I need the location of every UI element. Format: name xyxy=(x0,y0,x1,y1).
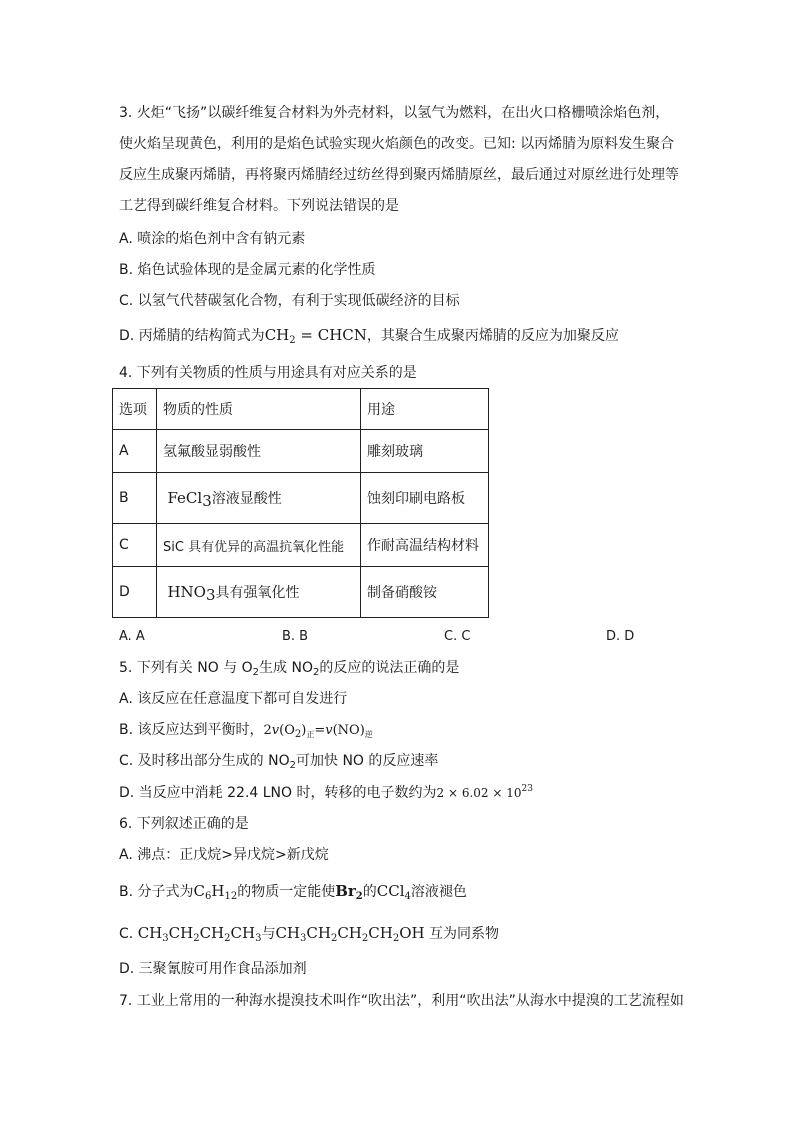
table-row xyxy=(113,430,489,473)
q5-option-c: C. 及时移出部分生成的 $NO_2$可加快 NO 的反应速率 xyxy=(119,753,439,771)
q3-option-a: A. 喷涂的焰色剂中含有钠元素 xyxy=(119,231,306,247)
q6-option-c-formula-2: $CH_3CH_2CH_2CH_2OH$ xyxy=(275,924,425,944)
table-row xyxy=(113,567,489,618)
table-cell-use: 作耐高温结构材料 xyxy=(361,524,489,567)
table-header-row xyxy=(113,389,489,430)
q5-option-d: D. 当反应中消耗 22.4 LNO 时，转移的电子数约为$2 \times 6.02 \times 10^{23}$ xyxy=(119,784,533,801)
table-header-option: 选项 xyxy=(113,389,157,430)
q7-stem: 7. 工业上常用的一种海水提溴技术叫作“吹出法”，利用“吹出法”从海水中提溴的工艺流程如 xyxy=(119,993,684,1009)
q6-option-c-formula-1: $CH_3CH_2CH_2CH_3$ xyxy=(137,924,262,944)
q6-option-a: A. 沸点：正戊烷>异戊烷>新戊烷 xyxy=(119,847,329,863)
q3-stem-line-4: 工艺得到碳纤维复合材料。下列说法错误的是 xyxy=(119,198,399,214)
q3-option-d xyxy=(119,326,619,345)
q3-option-c: C. 以氢气代替碳氢化合物，有利于实现低碳经济的目标 xyxy=(119,293,460,309)
table-header-property: 物质的性质 xyxy=(157,389,361,430)
q6-option-d: D. 三聚氰胺可用作食品添加剂 xyxy=(119,961,307,977)
q4-choice-b: B. B xyxy=(282,629,309,644)
q5-stem: 5. 下列有关 NO 与 $O_2$生成 $NO_2$的反应的说法正确的是 xyxy=(119,660,460,678)
table-cell-option: C xyxy=(113,524,157,567)
q3-option-b: B. 焰色试验体现的是金属元素的化学性质 xyxy=(119,262,376,278)
table-row xyxy=(113,524,489,567)
q4-choice-c: C. C xyxy=(444,629,471,644)
table-header-use: 用途 xyxy=(361,389,489,430)
q5-option-b: B. 该反应达到平衡时，$2v(O_2)_正=v(NO)_逆$ xyxy=(119,722,373,740)
q3-stem-line-1: 3. 火炬“飞扬”以碳纤维复合材料为外壳材料，以氢气为燃料，在出火口格栅喷涂焰色剂， xyxy=(119,105,670,121)
q3-option-d-post: ，其聚合生成聚丙烯腈的反应为加聚反应 xyxy=(366,328,619,344)
q4-stem: 4. 下列有关物质的性质与用途具有对应关系的是 xyxy=(119,365,417,381)
table-cell-use: 制备硝酸铵 xyxy=(361,567,489,618)
table-cell-property: FeCl$_3$溶液显酸性 xyxy=(157,473,361,524)
q5-option-d-formula: $2 \times 6.02 \times 10^{23}$ xyxy=(436,784,533,800)
q3-stem-line-3: 反应生成聚丙烯腈，再将聚丙烯腈经过纺丝得到聚丙烯腈原丝，最后通过对原丝进行处理等 xyxy=(119,167,679,183)
table-cell-option: D xyxy=(113,567,157,618)
q4-choice-d: D. D xyxy=(606,629,635,644)
q4-options-table xyxy=(112,388,489,618)
table-cell-property: $HNO_3$具有强氧化性 xyxy=(157,567,361,618)
table-row xyxy=(113,473,489,524)
q4-choice-a: A. A xyxy=(119,629,145,644)
table-cell-property: SiC 具有优异的高温抗氧化性能 xyxy=(157,524,361,567)
table-cell-option: B xyxy=(113,473,157,524)
q3-stem-line-2: 使火焰呈现黄色，利用的是焰色试验实现火焰颜色的改变。已知: 以丙烯腈为原料发生聚合 xyxy=(119,136,675,152)
table-cell-use: 蚀刻印刷电路板 xyxy=(361,473,489,524)
table-cell-property: 氢氟酸显弱酸性 xyxy=(157,430,361,473)
table-cell-option: A xyxy=(113,430,157,473)
q6-option-c: C. $CH_3CH_2CH_2CH_3$与$CH_3CH_2CH_2CH_2OH$ 互为同系物 xyxy=(119,924,500,944)
q6-option-b: B. 分子式为$C_6H_{12}$的物质一定能使$Br_2$的CCl$_4$溶液褪色 xyxy=(119,882,467,902)
table-cell-use: 雕刻玻璃 xyxy=(361,430,489,473)
q5-option-a: A. 该反应在任意温度下都可自发进行 xyxy=(119,691,348,707)
q5-option-b-formula: $2v(O_2)_正=v(NO)_逆$ xyxy=(263,723,373,740)
q3-option-d-pre: D. 丙烯腈的结构简式为 xyxy=(119,328,265,344)
q6-stem: 6. 下列叙述正确的是 xyxy=(119,816,249,832)
q3-option-d-formula: $CH_2$ = CHCN xyxy=(264,326,367,346)
